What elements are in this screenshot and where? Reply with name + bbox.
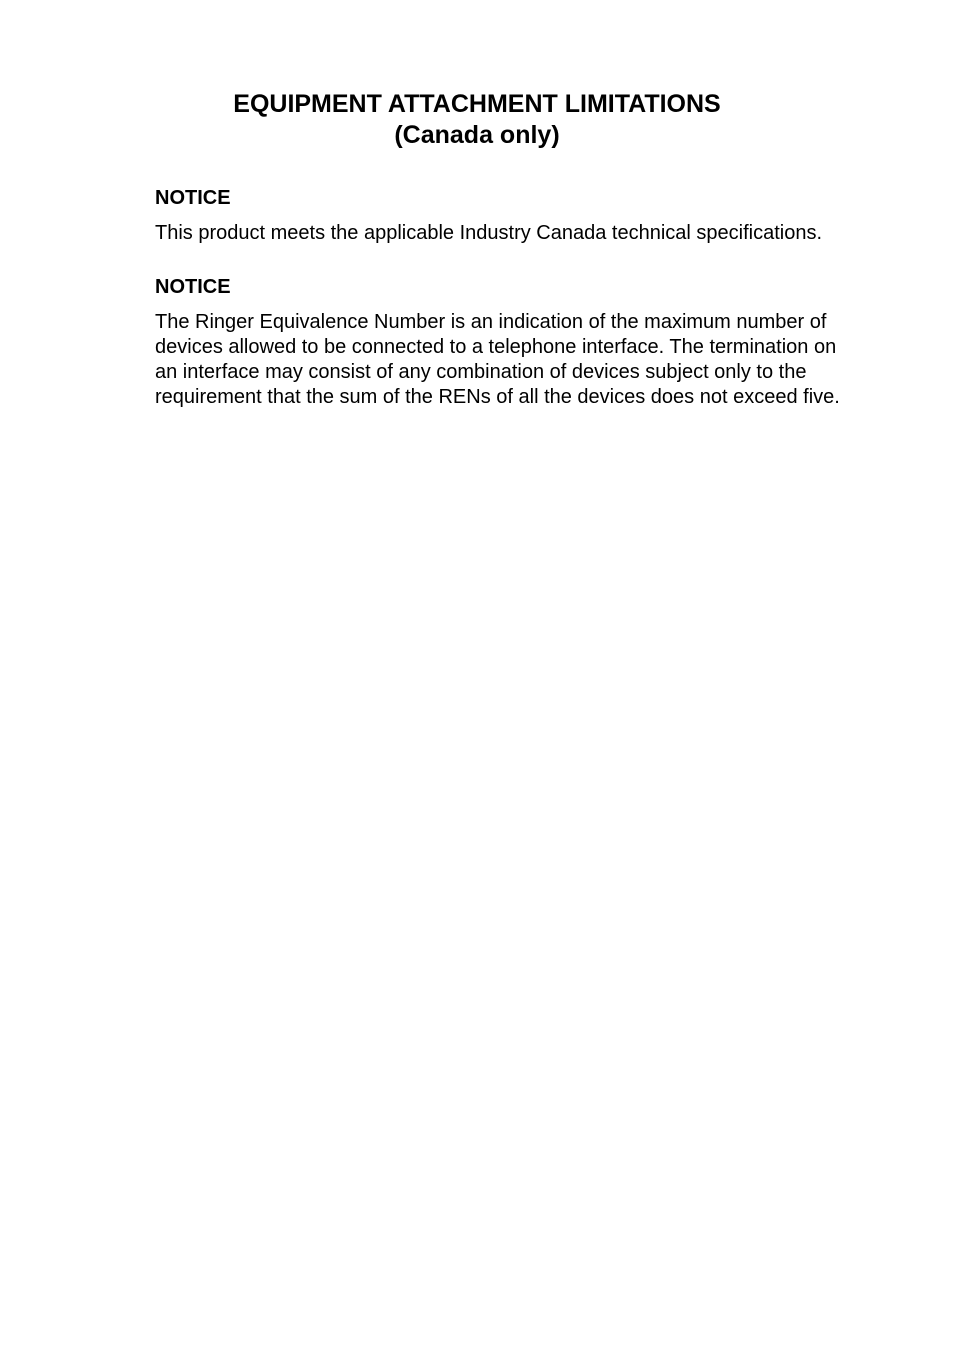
notice-heading: NOTICE bbox=[155, 187, 231, 209]
notice-heading: NOTICE bbox=[155, 276, 231, 298]
page-title: EQUIPMENT ATTACHMENT LIMITATIONS bbox=[233, 90, 721, 118]
title-block bbox=[0, 89, 954, 151]
notice-section-2 bbox=[155, 274, 845, 410]
notice-body: This product meets the applicable Industry Canada technical specifications. bbox=[155, 222, 823, 244]
document-content bbox=[155, 185, 845, 438]
notice-section-1 bbox=[155, 185, 845, 246]
notice-body: The Ringer Equivalence Number is an indication of the maximum number of devices allowed to be connected to a telephone interface. The termination on an interface may consist of any combination of devices subject only to the requirement that the sum of the RENs of all the devices does not exceed five. bbox=[155, 311, 840, 408]
page-subtitle: (Canada only) bbox=[394, 121, 560, 149]
